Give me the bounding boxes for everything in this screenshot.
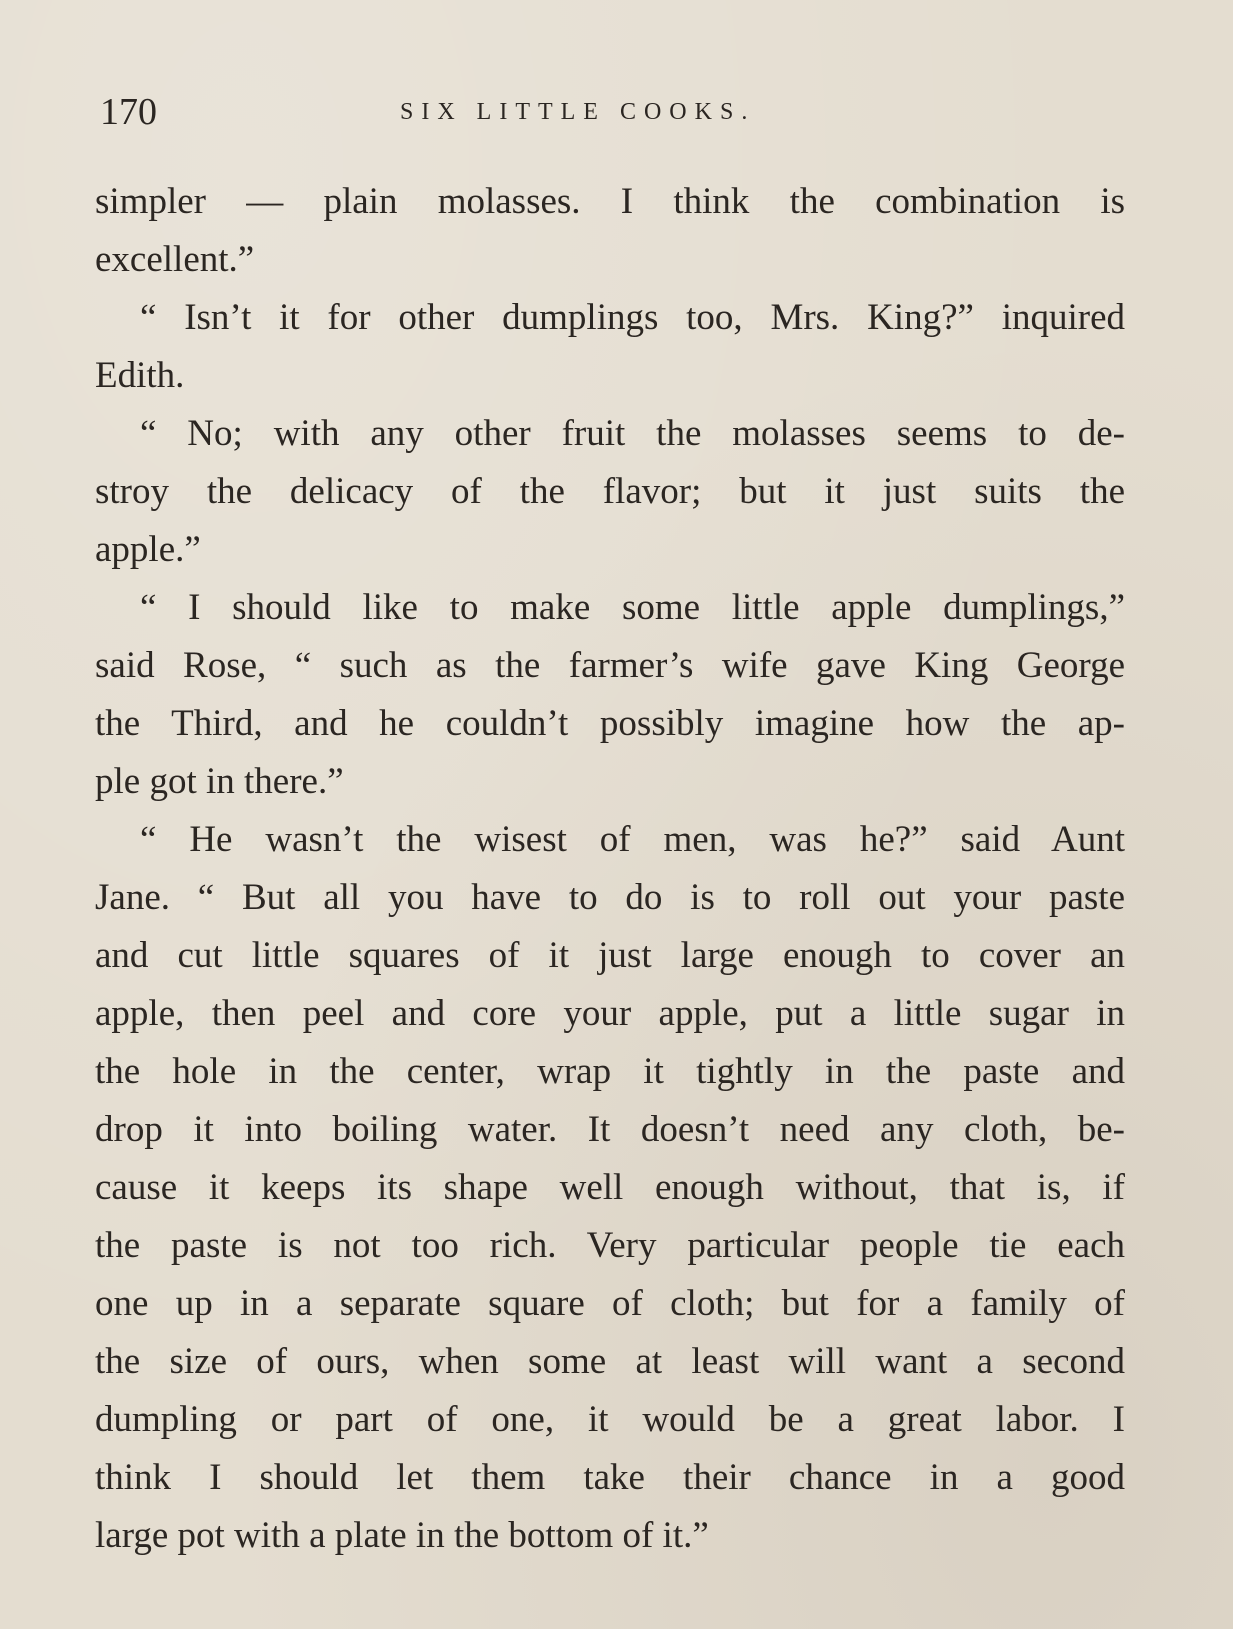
text-line: excellent.” [95,239,255,280]
text-line: “ I should like to make some little apple dumplings,” [140,587,1125,628]
book-title: SIX LITTLE COOKS. [400,99,756,125]
text-line: apple.” [95,529,201,570]
text-line: simpler — plain molasses. I think the combination is [95,181,1125,222]
text-line: and cut little squares of it just large enough to cover an [95,935,1125,976]
text-line: large pot with a plate in the bottom of it.” [95,1515,709,1556]
text-line: cause it keeps its shape well enough without, that is, if [95,1167,1125,1208]
text-line: the hole in the center, wrap it tightly in the paste and [95,1051,1125,1092]
text-line: the Third, and he couldn’t possibly imagine how the ap- [95,703,1125,744]
text-line: the size of ours, when some at least will want a second [95,1341,1125,1382]
text-line: think I should let them take their chance in a good [95,1457,1125,1498]
running-head [100,84,1130,140]
text-line: Jane. “ But all you have to do is to roll out your paste [95,877,1125,918]
text-line: Edith. [95,355,185,396]
text-line: drop it into boiling water. It doesn’t need any cloth, be- [95,1109,1125,1150]
text-line: the paste is not too rich. Very particular people tie each [95,1225,1125,1266]
page-number: 170 [100,91,157,133]
body-text [95,173,1125,1565]
text-line: dumpling or part of one, it would be a great labor. I [95,1399,1125,1440]
text-line: stroy the delicacy of the flavor; but it just suits the [95,471,1125,512]
text-line: said Rose, “ such as the farmer’s wife gave King George [95,645,1125,686]
text-line: “ Isn’t it for other dumplings too, Mrs. King?” inquired [140,297,1125,338]
text-line: “ No; with any other fruit the molasses seems to de- [140,413,1125,454]
text-line: “ He wasn’t the wisest of men, was he?” said Aunt [140,819,1125,860]
text-line: one up in a separate square of cloth; but for a family of [95,1283,1125,1324]
text-line: apple, then peel and core your apple, put a little sugar in [95,993,1125,1034]
text-line: ple got in there.” [95,761,344,802]
